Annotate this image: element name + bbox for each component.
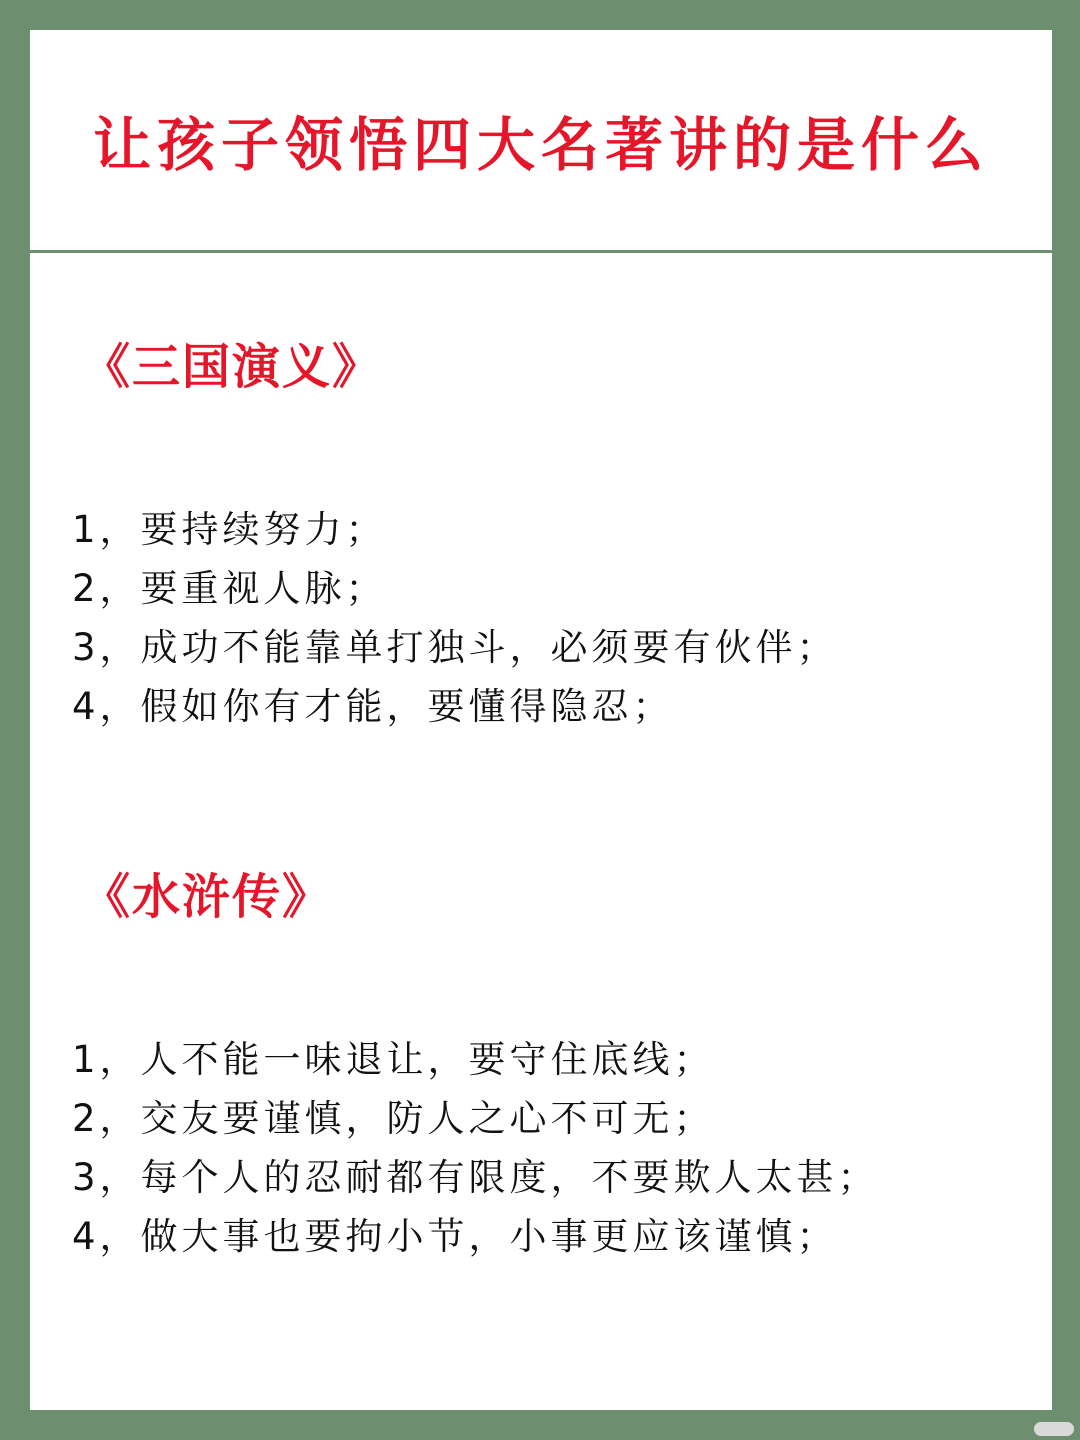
list-item: 4，做大事也要拘小节，小事更应该谨慎；: [72, 1215, 838, 1258]
section-list-shuihu: [72, 1030, 879, 1266]
list-item: 4，假如你有才能，要懂得隐忍；: [72, 685, 674, 728]
list-item: 3，成功不能靠单打独斗，必须要有伙伴；: [72, 626, 838, 669]
list-item: 2，交友要谨慎，防人之心不可无；: [72, 1097, 715, 1140]
page-title: 让孩子领悟四大名著讲的是什么: [92, 111, 989, 179]
list-item: 2，要重视人脉；: [72, 567, 387, 610]
title-divider: [30, 250, 1052, 253]
section-list-sanguo: [72, 500, 838, 736]
content-card: [30, 30, 1052, 1410]
list-item: 1，要持续努力；: [72, 508, 387, 551]
watermark-logo: [1034, 1422, 1074, 1436]
list-item: 3，每个人的忍耐都有限度，不要欺人太甚；: [72, 1156, 879, 1199]
title-bar: [30, 30, 1052, 250]
section-heading-shuihu: 《水浒传》: [82, 869, 333, 925]
list-item: 1，人不能一味退让，要守住底线；: [72, 1038, 715, 1081]
section-heading-sanguo: 《三国演义》: [82, 339, 383, 395]
